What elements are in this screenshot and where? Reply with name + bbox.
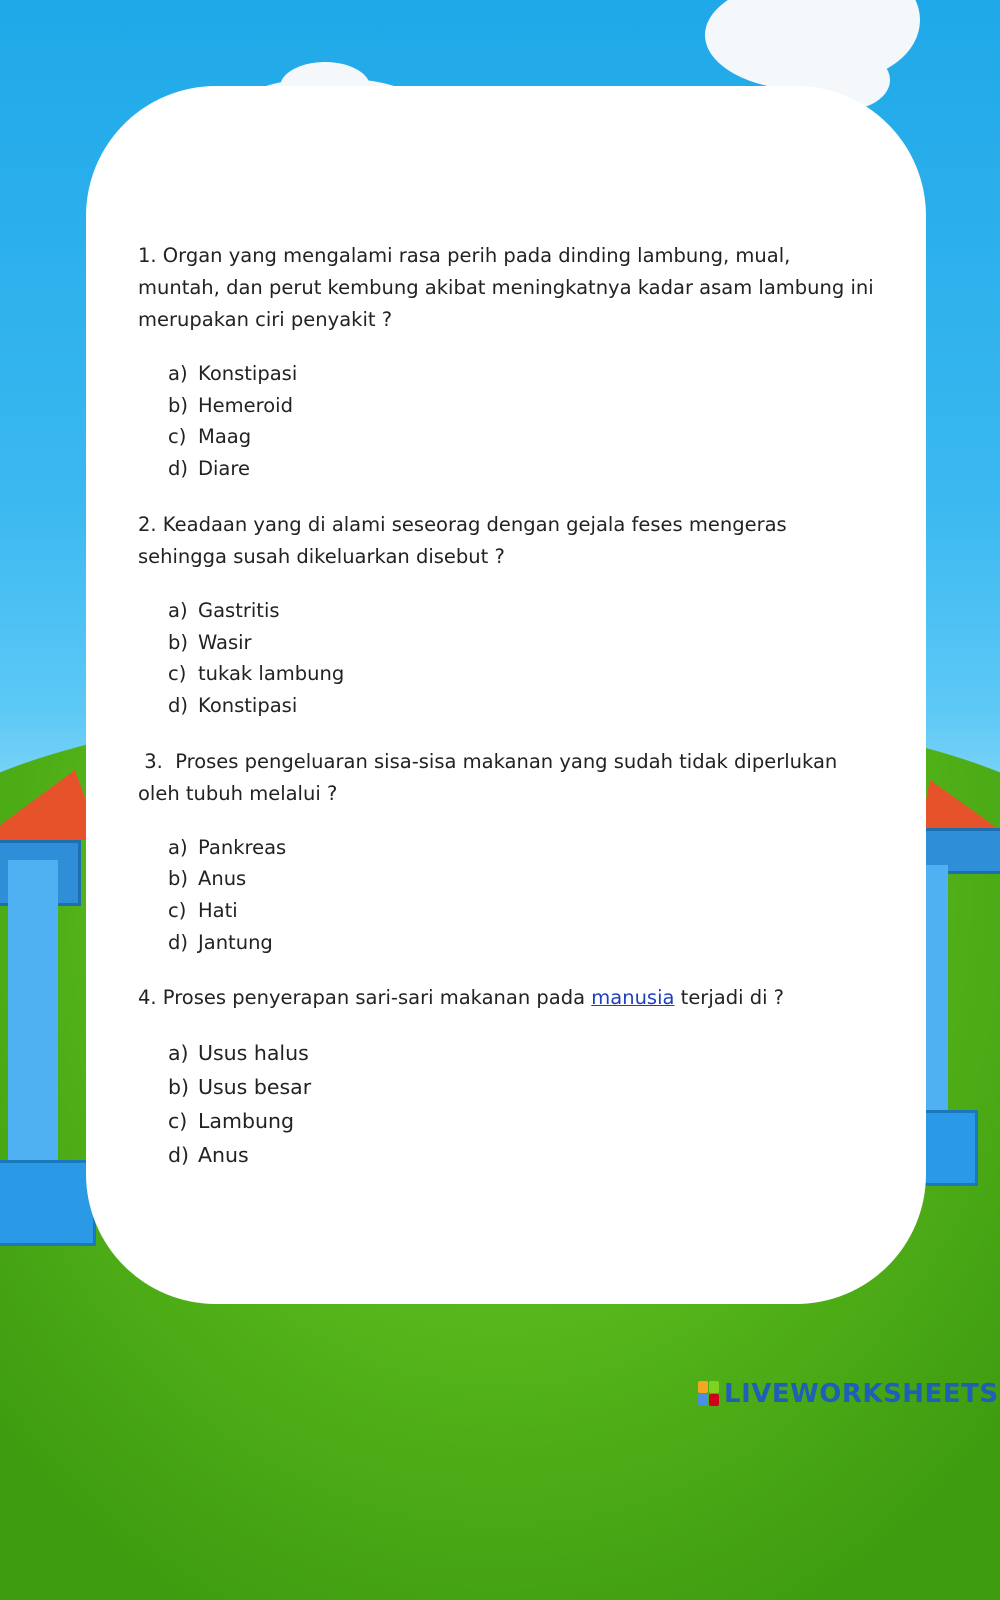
- option-b[interactable]: b) Anus: [168, 867, 247, 891]
- option-b[interactable]: b) Wasir: [168, 630, 252, 654]
- options-list: [168, 595, 878, 722]
- question-1: 1. Organ yang mengalami rasa perih pada dinding lambung, mual, muntah, dan perut kembung akibat meningkatnya kadar asam lambung ini merupakan ciri penyakit ?: [138, 244, 874, 331]
- question-2: 2. Keadaan yang di alami seseorag dengan gejala feses mengeras sehingga susah dikeluarkan disebut ?: [138, 512, 787, 568]
- option-a[interactable]: a) Gastritis: [168, 598, 280, 622]
- logo-mark-icon: [698, 1381, 720, 1407]
- question-4: 4. Proses penyerapan sari-sari makanan pada manusia terjadi di ?: [138, 986, 785, 1010]
- option-d[interactable]: d) Jantung: [168, 930, 273, 954]
- option-a[interactable]: a) Konstipasi: [168, 362, 298, 385]
- option-d[interactable]: d) Anus: [168, 1143, 249, 1168]
- liveworksheets-logo[interactable]: [698, 1378, 999, 1410]
- option-d[interactable]: d) Konstipasi: [168, 693, 298, 717]
- logo-text: LIVEWORKSHEETS: [724, 1379, 999, 1409]
- option-a[interactable]: a) Pankreas: [168, 835, 287, 859]
- option-c[interactable]: c) Maag: [168, 425, 252, 449]
- option-c[interactable]: c) Lambung: [168, 1109, 294, 1134]
- question-3: 3. Proses pengeluaran sisa-sisa makanan yang sudah tidak diperlukan oleh tubuh melalui ?: [138, 749, 844, 805]
- option-b[interactable]: b) Hemeroid: [168, 393, 293, 417]
- option-c[interactable]: c) Hati: [168, 899, 238, 923]
- options-list: [168, 832, 878, 959]
- options-list: [168, 358, 878, 485]
- worksheet-content: [138, 240, 878, 1196]
- option-b[interactable]: b) Usus besar: [168, 1075, 312, 1100]
- option-c[interactable]: c) tukak lambung: [168, 662, 345, 686]
- option-a[interactable]: a) Usus halus: [168, 1041, 309, 1066]
- option-d[interactable]: d) Diare: [168, 457, 250, 481]
- options-list: [168, 1036, 878, 1172]
- manusia-link[interactable]: manusia: [591, 986, 675, 1010]
